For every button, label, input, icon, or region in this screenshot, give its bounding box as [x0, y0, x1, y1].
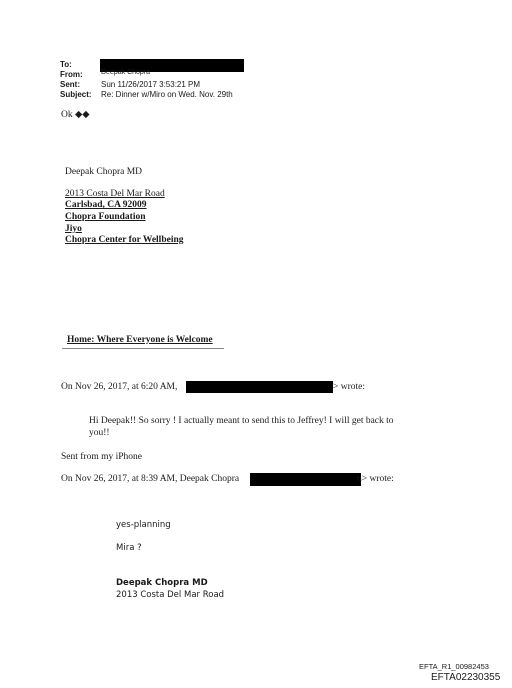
sent-value: Sun 11/26/2017 3:53:21 PM [101, 80, 201, 89]
signature-link-chopra-foundation[interactable]: Chopra Foundation [65, 212, 146, 222]
redaction-bar-quote2 [250, 473, 361, 486]
quote2-wrote: n> wrote: [357, 474, 394, 484]
from-label: From: [60, 70, 83, 79]
reply-line2: you!! [89, 428, 110, 438]
signature-address-line1[interactable]: 2013 Costa Del Mar Road [65, 189, 165, 199]
signature2-name: Deepak Chopra MD [116, 578, 208, 588]
signature2-address: 2013 Costa Del Mar Road [116, 590, 225, 600]
message-mira: Mira ? [116, 543, 142, 553]
redaction-bar-quote1 [186, 381, 333, 393]
subject-label: Subject: [60, 90, 92, 99]
signature-tagline-link[interactable]: Home: Where Everyone is Welcome [67, 335, 213, 345]
sent-label: Sent: [60, 80, 80, 89]
quote2-intro: On Nov 26, 2017, at 8:39 AM, Deepak Chopra [61, 474, 240, 484]
tagline-divider [62, 348, 224, 349]
signature-link-chopra-center[interactable]: Chopra Center for Wellbeing [65, 235, 184, 245]
quote1-intro: On Nov 26, 2017, at 6:20 AM, [61, 382, 178, 392]
bates-number-primary: EFTA_R1_00982453 [419, 662, 489, 671]
subject-value: Re: Dinner w/Miro on Wed. Nov. 29th [101, 90, 233, 99]
signature-name: Deepak Chopra MD [65, 167, 143, 177]
quote1-wrote: > wrote: [333, 382, 366, 392]
signature-address-line2[interactable]: Carlsbad, CA 92009 [65, 200, 147, 210]
signature-link-jiyo[interactable]: Jiyo [65, 224, 82, 234]
bates-number-secondary: EFTA02230355 [431, 672, 501, 683]
message-body-ok: Ok ◆◆ [61, 110, 90, 120]
from-value: Deepak Chopra [101, 69, 151, 76]
message-yes-planning: yes-planning [116, 520, 171, 530]
sent-from-iphone: Sent from my iPhone [61, 452, 143, 462]
to-label: To: [60, 60, 72, 69]
reply-line1: Hi Deepak!! So sorry ! I actually meant to send this to Jeffrey! I will get back to [89, 416, 394, 426]
